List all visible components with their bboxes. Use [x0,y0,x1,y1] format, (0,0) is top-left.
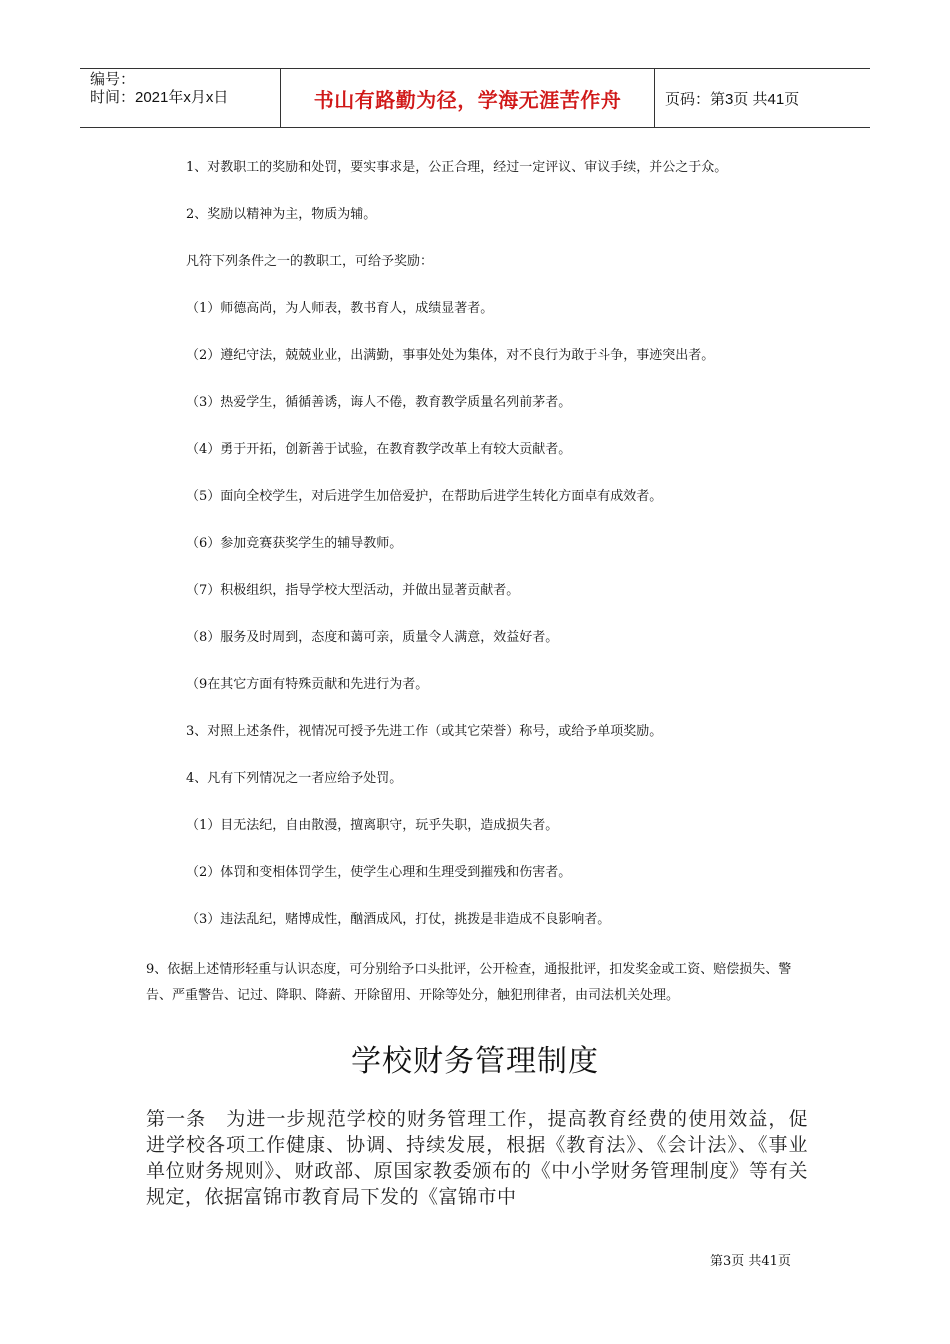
paragraph-line: （6）参加竞赛获奖学生的辅导教师。 [186,536,403,551]
paragraph-line: （9在其它方面有特殊贡献和先进行为者。 [186,677,429,692]
header-motto: 书山有路勤为径，学海无涯苦作舟 [281,69,655,127]
paragraph-line: 3、对照上述条件，视情况可授予先进工作（或其它荣誉）称号，或给予单项奖励。 [186,724,663,739]
paragraph-line: （1）师德高尚，为人师表，教书育人，成绩显著者。 [186,301,494,316]
paragraph-line: 4、凡有下列情况之一者应给予处罚。 [186,771,403,786]
document-number-label: 编号： [90,71,136,88]
header-meta [80,69,281,127]
paragraph-line: （5）面向全校学生，对后进学生加倍爱护，在帮助后进学生转化方面卓有成效者。 [186,489,663,504]
page-footer: 第3页 共41页 [710,1254,791,1269]
paragraph-line: （1）目无法纪，自由散漫，擅离职守，玩乎失职，造成损失者。 [186,818,559,833]
paragraph-line: （3）违法乱纪，赌博成性，酗酒成风，打仗，挑拨是非造成不良影响者。 [186,912,611,927]
paragraph-line: （3）热爱学生，循循善诱，诲人不倦，教育教学质量名列前茅者。 [186,395,572,410]
penalty-paragraph: 9、依据上述情形轻重与认识态度，可分别给予口头批评，公开检查，通报批评，扣发奖金或工资、赔偿损失、警告、严重警告、记过、降职、降薪、开除留用、开除等处分，触犯刑律者，由司法机关处理。 [146,962,792,1003]
section-title: 学校财务管理制度 [351,1044,599,1079]
paragraph-line: 凡符下列条件之一的教职工，可给予奖励： [186,254,434,269]
header-page-number: 页码：第3页 共41页 [665,90,800,108]
paragraph-line: 2、奖励以精神为主，物质为辅。 [186,207,377,222]
paragraph-line: （2）遵纪守法，兢兢业业，出满勤，事事处处为集体，对不良行为敢于斗争，事迹突出者。 [186,348,715,363]
paragraph-line: （8）服务及时周到，态度和蔼可亲，质量令人满意，效益好者。 [186,630,559,645]
paragraph-line: （2）体罚和变相体罚学生，使学生心理和生理受到摧残和伤害者。 [186,865,572,880]
paragraph-line: 1、对教职工的奖励和处罚，要实事求是，公正合理，经过一定评议、审议手续，并公之于众。 [186,160,728,175]
page-header [80,68,870,128]
article-paragraph: 第一条 为进一步规范学校的财务管理工作，提高教育经费的使用效益，促进学校各项工作健康、协调、持续发展，根据《教育法》、《会计法》、《事业单位财务规则》、财政部、原国家教委颁布的《中小学财务管理制度》等有关规定，依据富锦市教育局下发的《富锦市中 [146,1108,808,1208]
paragraph-line: （4）勇于开拓，创新善于试验，在教育教学改革上有较大贡献者。 [186,442,572,457]
document-time-label: 时间：2021年x月x日 [90,89,229,106]
paragraph-line: （7）积极组织，指导学校大型活动，并做出显著贡献者。 [186,583,520,598]
